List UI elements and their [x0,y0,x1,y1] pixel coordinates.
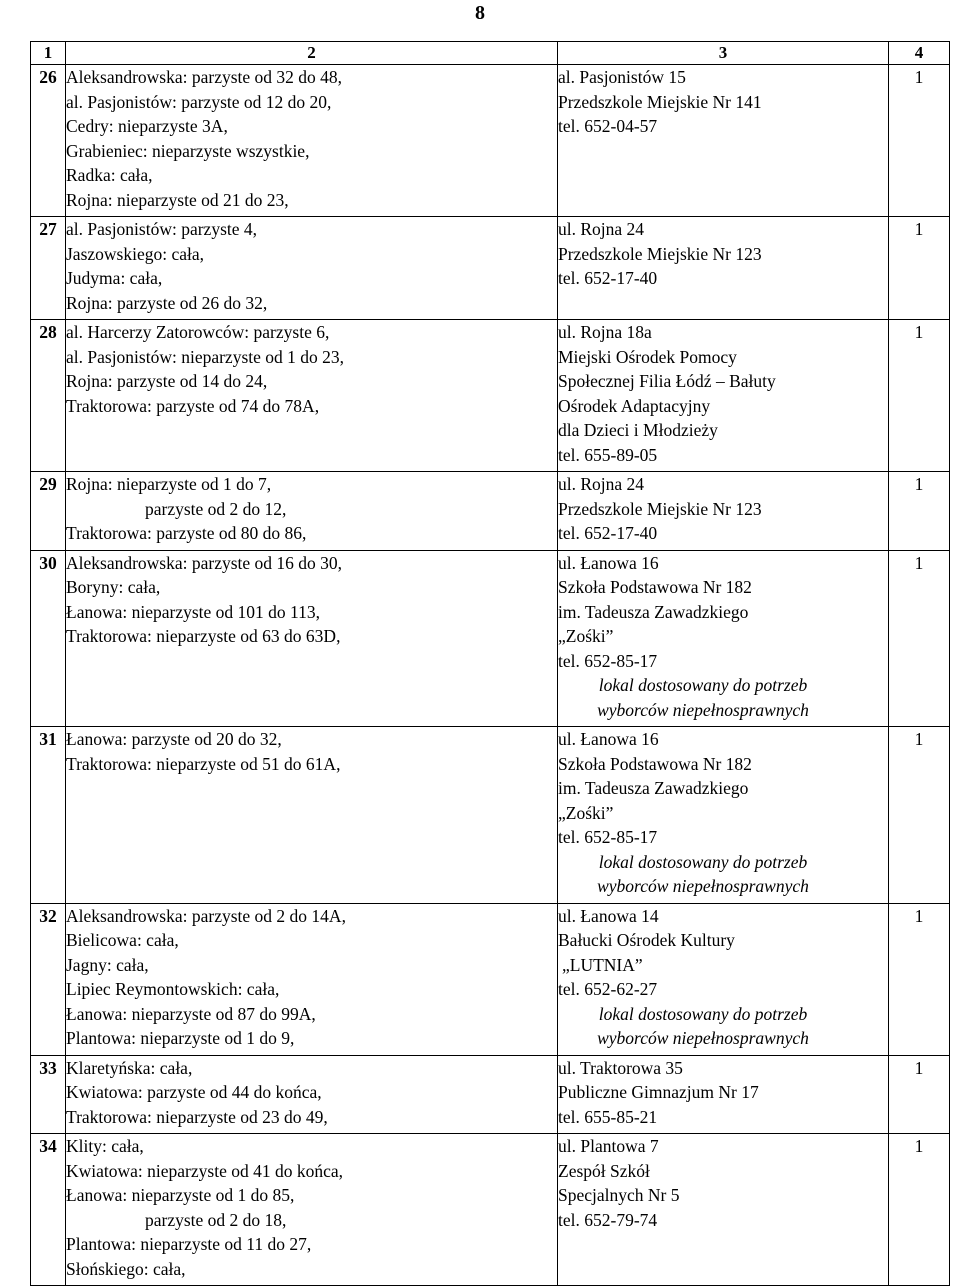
district-streets [66,1055,558,1134]
place-line: tel. 652-79-74 [558,1209,658,1230]
place-line: Specjalnych Nr 5 [558,1185,680,1205]
place-line: ul. Łanowa 16 [558,552,659,573]
place-line: ul. Plantowa 7 [558,1136,659,1156]
place-line: tel. 652-85-17 [558,650,658,671]
table-row [31,903,950,1055]
header-col-3: 3 [558,42,889,65]
count-cell: 1 [889,1055,950,1134]
street-line: Jaszowskiego: cała, [66,243,205,264]
street-line: Słońskiego: cała, [66,1258,186,1279]
place-line: dla Dzieci i Młodzieży [558,420,718,440]
street-line: Boryny: cała, [66,577,161,597]
place-line: Publiczne Gimnazjum Nr 17 [558,1082,759,1102]
street-line: Łanowa: nieparzyste od 101 do 113, [66,601,321,622]
street-line: Judyma: cała, [66,268,163,288]
table-row [31,472,950,551]
place-line: ul. Łanowa 14 [558,905,659,926]
street-line: Aleksandrowska: parzyste od 16 do 30, [66,552,343,573]
street-line: Traktorowa: nieparzyste od 51 do 61A, [66,753,341,774]
accessibility-note: wyborców niepełnosprawnych [597,1028,809,1048]
header-row [31,42,950,65]
count-cell: 1 [889,320,950,472]
place-line: tel. 652-17-40 [558,523,658,543]
district-number: 29 [31,472,66,551]
electoral-districts-table [30,41,950,1286]
street-line: Radka: cała, [66,165,153,185]
count-cell: 1 [889,903,950,1055]
table-row [31,320,950,472]
district-streets [66,217,558,320]
district-number: 30 [31,550,66,727]
place-line: Przedszkole Miejskie Nr 141 [558,91,762,112]
district-number: 26 [31,65,66,217]
street-line: Rojna: parzyste od 14 do 24, [66,371,268,391]
place-line: Ośrodek Adaptacyjny [558,395,711,416]
place-line: Szkoła Podstawowa Nr 182 [558,753,752,774]
district-number: 33 [31,1055,66,1134]
street-line: Klity: cała, [66,1136,144,1156]
street-line: Łanowa: nieparzyste od 1 do 85, [66,1185,295,1205]
street-line: Traktorowa: nieparzyste od 63 do 63D, [66,626,341,646]
place-line: ul. Łanowa 16 [558,729,659,749]
street-line: Plantowa: nieparzyste od 11 do 27, [66,1234,312,1254]
district-streets [66,727,558,904]
street-line: Bielicowa: cała, [66,930,179,950]
place-line: „Zośki” [558,626,614,646]
district-streets [66,903,558,1055]
street-line: Rojna: nieparzyste od 21 do 23, [66,189,289,210]
place-line: al. Pasjonistów 15 [558,67,686,87]
street-line: Łanowa: parzyste od 20 do 32, [66,729,282,749]
place-line: Zespół Szkół [558,1160,650,1181]
street-line: parzyste od 2 do 18, [145,1209,287,1230]
place-line: tel. 652-04-57 [558,116,658,136]
header-col-4: 4 [889,42,950,65]
district-number: 34 [31,1134,66,1286]
count-cell: 1 [889,727,950,904]
district-streets [66,1134,558,1286]
street-line: Traktorowa: nieparzyste od 23 do 49, [66,1106,328,1127]
polling-place [558,320,889,472]
place-line: Bałucki Ośrodek Kultury [558,930,735,950]
street-line: Kwiatowa: parzyste od 44 do końca, [66,1082,322,1102]
table-row [31,217,950,320]
place-line: Przedszkole Miejskie Nr 123 [558,498,762,519]
place-line: ul. Traktorowa 35 [558,1057,683,1078]
polling-place [558,1055,889,1134]
place-line: tel. 652-85-17 [558,827,658,847]
table-row [31,1134,950,1286]
polling-place [558,472,889,551]
count-cell: 1 [889,217,950,320]
accessibility-note: wyborców niepełnosprawnych [597,699,809,720]
street-line: Jagny: cała, [66,954,149,975]
table-row [31,65,950,217]
street-line: Rojna: parzyste od 26 do 32, [66,292,268,313]
place-line: Miejski Ośrodek Pomocy [558,346,737,367]
street-line: Cedry: nieparzyste 3A, [66,116,228,136]
street-line: Grabieniec: nieparzyste wszystkie, [66,140,310,161]
street-line: Kwiatowa: nieparzyste od 41 do końca, [66,1160,344,1181]
district-number: 32 [31,903,66,1055]
polling-place [558,903,889,1055]
place-line: Przedszkole Miejskie Nr 123 [558,243,762,264]
street-line: parzyste od 2 do 12, [145,498,287,519]
polling-place [558,550,889,727]
polling-place [558,65,889,217]
district-number: 28 [31,320,66,472]
street-line: Traktorowa: parzyste od 74 do 78A, [66,395,320,416]
header-col-2: 2 [66,42,558,65]
place-line: Szkoła Podstawowa Nr 182 [558,577,752,597]
place-line: Społecznej Filia Łódź – Bałuty [558,371,776,391]
district-streets [66,320,558,472]
street-line: Lipiec Reymontowskich: cała, [66,979,280,999]
accessibility-note: wyborców niepełnosprawnych [597,876,809,896]
place-line: im. Tadeusza Zawadzkiego [558,778,749,798]
place-line: ul. Rojna 24 [558,474,645,494]
place-line: tel. 652-62-27 [558,979,658,999]
table-row [31,1055,950,1134]
place-line: tel. 652-17-40 [558,268,658,288]
place-line: tel. 655-89-05 [558,444,658,465]
district-streets [66,65,558,217]
table-row [31,727,950,904]
count-cell: 1 [889,472,950,551]
place-line: ul. Rojna 18a [558,322,652,342]
street-line: Rojna: nieparzyste od 1 do 7, [66,474,272,494]
page-number: 8 [475,2,485,24]
street-line: Łanowa: nieparzyste od 87 do 99A, [66,1003,316,1024]
accessibility-note: lokal dostosowany do potrzeb [598,675,808,695]
street-line: Aleksandrowska: parzyste od 32 do 48, [66,67,343,87]
district-streets [66,472,558,551]
polling-place [558,727,889,904]
district-streets [66,550,558,727]
place-line: tel. 655-85-21 [558,1106,658,1127]
polling-place [558,1134,889,1286]
count-cell: 1 [889,1134,950,1286]
header-col-1: 1 [31,42,66,65]
street-line: al. Pasjonistów: nieparzyste od 1 do 23, [66,346,345,367]
place-line: „LUTNIA” [562,954,643,975]
accessibility-note: lokal dostosowany do potrzeb [598,851,808,872]
street-line: al. Pasjonistów: parzyste 4, [66,219,258,239]
street-line: al. Harcerzy Zatorowców: parzyste 6, [66,322,330,342]
district-number: 27 [31,217,66,320]
street-line: Plantowa: nieparzyste od 1 do 9, [66,1028,295,1048]
polling-place [558,217,889,320]
street-line: Traktorowa: parzyste od 80 do 86, [66,523,307,543]
count-cell: 1 [889,550,950,727]
place-line: „Zośki” [558,802,614,823]
street-line: al. Pasjonistów: parzyste od 12 do 20, [66,91,332,112]
district-number: 31 [31,727,66,904]
street-line: Klaretyńska: cała, [66,1057,193,1078]
street-line: Aleksandrowska: parzyste od 2 do 14A, [66,905,346,926]
place-line: im. Tadeusza Zawadzkiego [558,601,749,622]
count-cell: 1 [889,65,950,217]
table-row [31,550,950,727]
place-line: ul. Rojna 24 [558,219,645,239]
accessibility-note: lokal dostosowany do potrzeb [598,1003,808,1024]
